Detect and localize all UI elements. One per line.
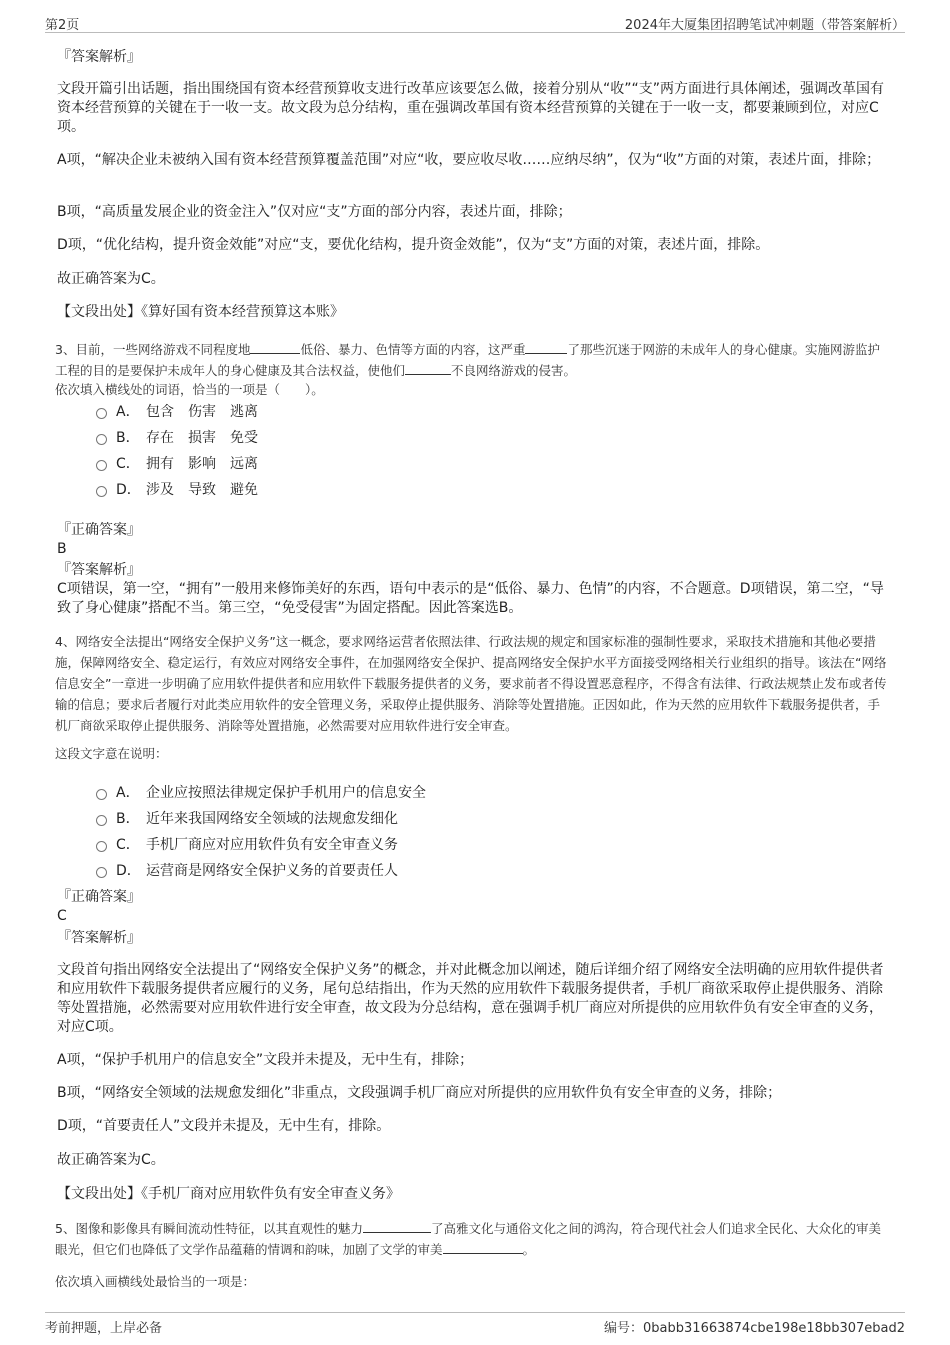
q3-analysis: C项错误，第一空，“拥有”一般用来修饰美好的东西，语句中表示的是“低俗、暴力、色情”的内容，不合题意。D项错误，第二空，“导致了身心健康”搭配不当。第三空，“免受侵害”为固定搭配。因此答案选B。: [57, 581, 884, 616]
radio-icon[interactable]: [96, 486, 107, 497]
q4-option-d-note: D项，“首要责任人”文段并未提及，无中生有，排除。: [57, 1118, 391, 1134]
q3-option-b[interactable]: B． 存在 损害 免受: [96, 424, 272, 450]
q2-source: 【文段出处】《算好国有资本经营预算这本账》: [57, 304, 344, 320]
q2-option-b-note: B项，“高质量发展企业的资金注入”仅对应“支”方面的部分内容，表述片面，排除；: [57, 204, 572, 220]
q3-options: [96, 398, 272, 502]
q5-ask: 依次填入画横线处最恰当的一项是：: [55, 1274, 256, 1289]
footer-slogan: 考前押题，上岸必备: [45, 1321, 163, 1336]
q4-source: 【文段出处】《手机厂商对应用软件负有安全审查义务》: [57, 1186, 400, 1202]
q3-option-c[interactable]: C． 拥有 影响 远离: [96, 450, 272, 476]
radio-icon[interactable]: [96, 460, 107, 471]
blank-line: [525, 341, 567, 354]
page-header: [45, 8, 905, 33]
radio-icon[interactable]: [96, 815, 107, 826]
radio-icon[interactable]: [96, 789, 107, 800]
q2-analysis-para: 文段开篇引出话题，指出围绕国有资本经营预算收支进行改革应该要怎么做，接着分别从“收”“支”两方面进行具体阐述，强调改革国有资本经营预算的关键在于一收一支。故文段为总分结构，重在强调改革国有资本经营预算的关键在于一收一支，都要兼顾到位，对应C项。: [57, 81, 885, 135]
document-title: 2024年大厦集团招聘笔试冲刺题（带答案解析）: [624, 18, 905, 33]
q4-answer: C: [57, 908, 67, 924]
q4-option-b[interactable]: B． 近年来我国网络安全领域的法规愈发细化: [96, 805, 426, 831]
q4-analysis-para: 文段首句指出网络安全法提出了“网络安全保护义务”的概念，并对此概念加以阐述，随后详细介绍了网络安全法明确的应用软件提供者和应用软件下载服务提供者应履行的义务，尾句总结指出，作为天然的应用软件下载服务提供者，手机厂商欲采取停止提供服务、消除等处置措施，必然需要对应用软件进行安全审查，故文段为分总结构，意在强调手机厂商应对所提供的应用软件负有安全审查的义务，对应C项。: [57, 962, 884, 1035]
q4-option-c[interactable]: C． 手机厂商应对应用软件负有安全审查义务: [96, 831, 426, 857]
q4-option-d[interactable]: D． 运营商是网络安全保护义务的首要责任人: [96, 857, 426, 883]
q4-answer-label: 『正确答案』: [57, 889, 141, 905]
q2-conclusion: 故正确答案为C。: [57, 271, 165, 287]
q3-option-d[interactable]: D． 涉及 导致 避免: [96, 476, 272, 502]
q4-option-a[interactable]: A． 企业应按照法律规定保护手机用户的信息安全: [96, 779, 426, 805]
blank-line: [363, 1220, 431, 1233]
page-footer: [45, 1312, 905, 1337]
q4-option-b-note: B项，“网络安全领域的法规愈发细化”非重点，文段强调手机厂商应对所提供的应用软件负有安全审查的义务，排除；: [57, 1085, 782, 1101]
q4-option-a-note: A项，“保护手机用户的信息安全”文段并未提及，无中生有，排除；: [57, 1052, 474, 1068]
q2-analysis-label: 『答案解析』: [57, 49, 141, 65]
q3-answer-label: 『正确答案』: [57, 522, 141, 538]
q2-option-a-note: A项，“解决企业未被纳入国有资本经营预算覆盖范围”对应“收，要应收尽收……应纳尽纳”，仅为“收”方面的对策，表述片面，排除；: [57, 152, 881, 168]
blank-line: [443, 1241, 523, 1254]
page-number: 第2页: [45, 18, 80, 33]
radio-icon[interactable]: [96, 434, 107, 445]
radio-icon[interactable]: [96, 841, 107, 852]
q3-stem: 3、目前，一些网络游戏不同程度地 低俗、暴力、色情等方面的内容，这严重 了那些沉迷于网游的未成年人的身心健康。实施网游监护工程的目的是要保护未成年人的身心健康及其合法权益，使他们 不良网络游戏的侵害。: [55, 342, 880, 378]
q4-ask: 这段文字意在说明：: [55, 746, 168, 761]
q2-option-d-note: D项，“优化结构，提升资金效能”对应“支，要优化结构，提升资金效能”，仅为“支”方面的对策，表述片面，排除。: [57, 237, 770, 253]
q4-stem: 4、网络安全法提出“网络安全保护义务”这一概念，要求网络运营者依照法律、行政法规的规定和国家标准的强制性要求，采取技术措施和其他必要措施，保障网络安全、稳定运行，有效应对网络安全事件，在加强网络安全保护、提高网络安全保护水平方面接受网络相关行业组织的指导。该法在“网络信息安全”一章进一步明确了应用软件提供者和应用软件下载服务提供者的义务，要求前者不得设置恶意程序，不得含有法律、行政法规禁止发布或者传输的信息；要求后者履行对此类应用软件的安全管理义务，采取停止提供服务、消除等处置措施。正因如此，作为天然的应用软件下载服务提供者，手机厂商欲采取停止提供服务、消除等处置措施，必然需要对应用软件进行安全审查。: [55, 634, 887, 733]
q4-analysis-label: 『答案解析』: [57, 930, 141, 946]
radio-icon[interactable]: [96, 408, 107, 419]
q4-options: [96, 779, 426, 883]
blank-line: [405, 362, 451, 375]
radio-icon[interactable]: [96, 867, 107, 878]
q5-stem: 5、图像和影像具有瞬间流动性特征，以其直观性的魅力 了高雅文化与通俗文化之间的鸿沟，符合现代社会人们追求全民化、大众化的审美眼光，但它们也降低了文学作品蕴藉的情调和韵味，加剧了文学的审美 。: [55, 1221, 881, 1257]
q4-conclusion: 故正确答案为C。: [57, 1152, 165, 1168]
q3-analysis-label: 『答案解析』: [57, 562, 141, 578]
document-code: 编号：0babb31663874cbe198e18bb307ebad2: [604, 1321, 905, 1336]
q3-option-a[interactable]: A． 包含 伤害 逃离: [96, 398, 272, 424]
blank-line: [250, 341, 300, 354]
q3-ask: 依次填入横线处的词语，恰当的一项是（ ）。: [55, 382, 324, 397]
q3-answer: B: [57, 541, 67, 557]
